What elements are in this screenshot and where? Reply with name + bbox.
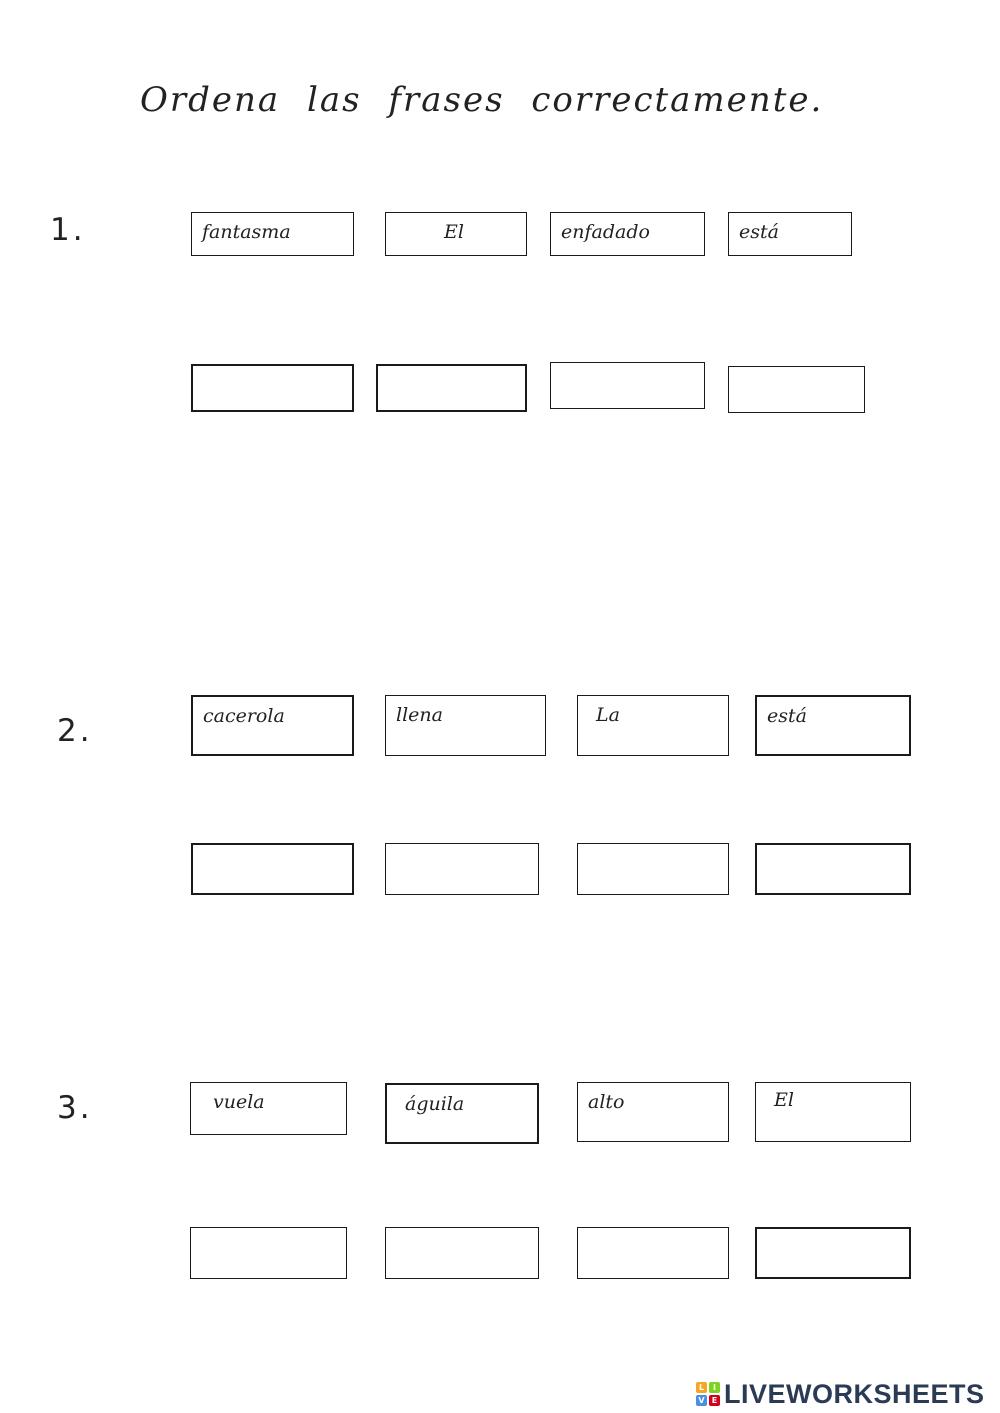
logo-mark-icon [696, 1382, 720, 1406]
word-label: La [596, 704, 620, 726]
word-card[interactable] [385, 212, 527, 256]
exercise-number-3: 3. [57, 1090, 93, 1126]
answer-slot[interactable] [577, 1227, 729, 1279]
answer-slot[interactable] [550, 362, 705, 409]
word-label: vuela [213, 1091, 265, 1113]
answer-slot[interactable] [755, 843, 911, 895]
word-card[interactable] [755, 695, 911, 756]
page-title: Ordena las frases correctamente. [140, 80, 824, 120]
word-label: águila [405, 1093, 465, 1115]
word-label: llena [396, 704, 443, 726]
answer-slot[interactable] [728, 366, 865, 413]
word-label: cacerola [203, 705, 285, 727]
logo-mark-tile: E [709, 1395, 720, 1406]
word-card[interactable] [728, 212, 852, 256]
word-card[interactable] [755, 1082, 911, 1142]
answer-slot[interactable] [190, 1227, 347, 1279]
word-card[interactable] [191, 695, 354, 756]
word-label: El [444, 221, 464, 243]
word-card[interactable] [190, 1082, 347, 1135]
word-label: enfadado [561, 221, 650, 243]
word-label: El [774, 1089, 794, 1111]
word-card[interactable] [385, 1083, 539, 1144]
logo-mark-tile: I [709, 1382, 720, 1393]
answer-slot[interactable] [385, 1227, 539, 1279]
word-card[interactable] [385, 695, 546, 756]
exercise-number-2: 2. [57, 713, 93, 749]
word-card[interactable] [577, 695, 729, 756]
word-card[interactable] [550, 212, 705, 256]
answer-slot[interactable] [755, 1227, 911, 1279]
word-label: está [739, 221, 779, 243]
exercise-number-1: 1. [50, 212, 86, 248]
word-card[interactable] [577, 1082, 729, 1142]
liveworksheets-logo [696, 1378, 985, 1410]
logo-text: LIVEWORKSHEETS [724, 1378, 985, 1409]
answer-slot[interactable] [376, 364, 527, 412]
word-label: está [767, 705, 807, 727]
logo-mark-tile: L [696, 1382, 707, 1393]
answer-slot[interactable] [191, 843, 354, 895]
word-card[interactable] [191, 212, 354, 256]
word-label: alto [588, 1091, 625, 1113]
word-label: fantasma [202, 221, 291, 243]
logo-mark-tile: V [696, 1395, 707, 1406]
answer-slot[interactable] [385, 843, 539, 895]
answer-slot[interactable] [577, 843, 729, 895]
answer-slot[interactable] [191, 364, 354, 412]
